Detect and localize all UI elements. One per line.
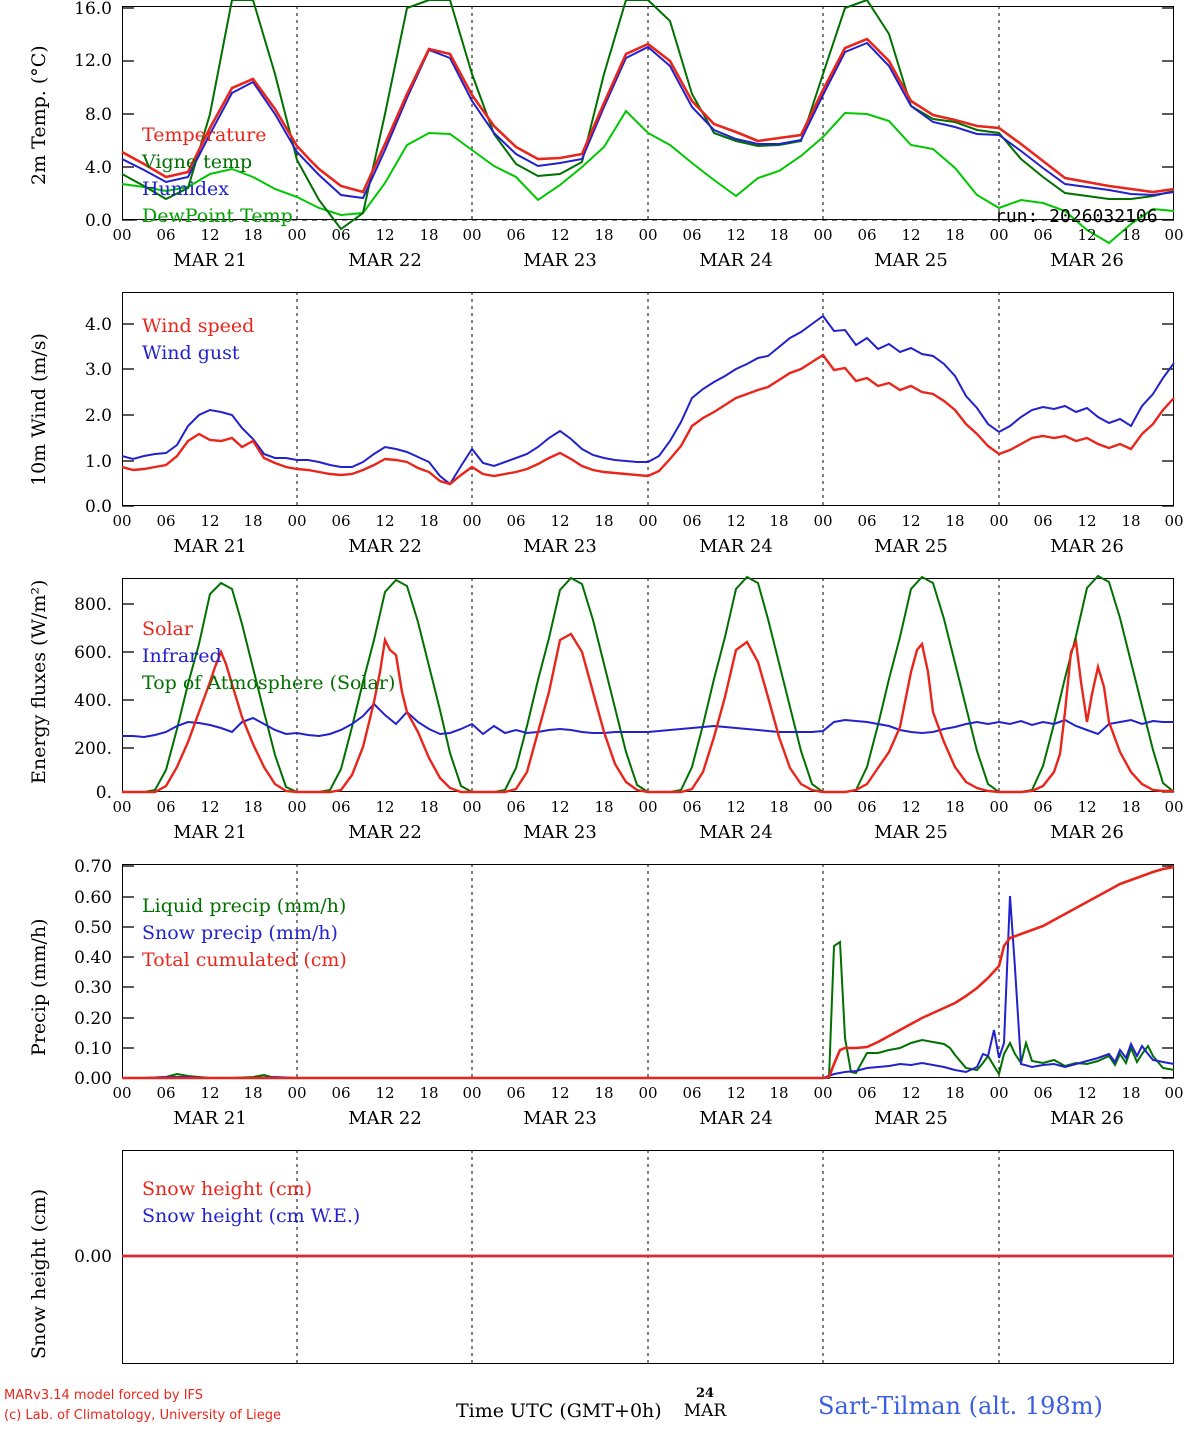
panel-precip-legend xyxy=(142,893,347,974)
svg-text:MAR 23: MAR 23 xyxy=(523,1108,597,1129)
panel-wind-xaxis xyxy=(0,508,1194,568)
svg-text:MAR 21: MAR 21 xyxy=(173,1108,247,1129)
svg-text:0.30: 0.30 xyxy=(74,978,112,998)
svg-text:18: 18 xyxy=(243,512,263,530)
svg-text:2.0: 2.0 xyxy=(84,406,112,426)
svg-text:12: 12 xyxy=(375,798,395,816)
svg-text:12: 12 xyxy=(726,512,746,530)
svg-text:00: 00 xyxy=(112,226,132,244)
svg-text:00: 00 xyxy=(813,798,833,816)
svg-text:0.20: 0.20 xyxy=(74,1009,112,1029)
svg-text:16.0: 16.0 xyxy=(74,0,112,19)
time-axis-label: Time UTC (GMT+0h) xyxy=(456,1400,662,1422)
svg-text:400.: 400. xyxy=(74,691,112,711)
legend-dewpoint-temp: DewPoint Temp xyxy=(142,204,293,227)
svg-text:18: 18 xyxy=(1121,226,1141,244)
day-marker xyxy=(675,1386,735,1421)
svg-text:0.70: 0.70 xyxy=(74,858,112,877)
svg-text:00: 00 xyxy=(287,1084,307,1102)
svg-text:12: 12 xyxy=(550,798,570,816)
svg-text:18: 18 xyxy=(769,798,789,816)
legend-wind-gust: Wind gust xyxy=(142,341,240,364)
svg-text:0.00: 0.00 xyxy=(74,1247,112,1267)
panel-wind-legend xyxy=(142,313,254,367)
svg-text:8.0: 8.0 xyxy=(84,105,112,125)
svg-text:18: 18 xyxy=(769,512,789,530)
svg-text:06: 06 xyxy=(682,798,702,816)
svg-text:12: 12 xyxy=(1077,798,1097,816)
svg-text:12: 12 xyxy=(901,1084,921,1102)
panel-precip-ylabel: Precip (mm/h) xyxy=(28,918,50,1056)
svg-text:MAR 23: MAR 23 xyxy=(523,536,597,557)
svg-text:18: 18 xyxy=(594,512,614,530)
svg-text:18: 18 xyxy=(243,1084,263,1102)
svg-text:18: 18 xyxy=(945,798,965,816)
svg-text:00: 00 xyxy=(462,512,482,530)
svg-text:MAR 25: MAR 25 xyxy=(874,1108,948,1129)
svg-text:0.00: 0.00 xyxy=(74,1069,112,1089)
panel-snow-legend xyxy=(142,1176,360,1230)
svg-text:06: 06 xyxy=(1033,226,1053,244)
legend-liquid-precip: Liquid precip (mm/h) xyxy=(142,895,347,917)
svg-text:06: 06 xyxy=(331,798,351,816)
svg-text:18: 18 xyxy=(594,226,614,244)
svg-text:MAR 23: MAR 23 xyxy=(523,822,597,843)
svg-text:12: 12 xyxy=(550,512,570,530)
svg-text:12: 12 xyxy=(901,512,921,530)
svg-text:06: 06 xyxy=(1033,798,1053,816)
panel-precip-xaxis xyxy=(0,1080,1194,1140)
svg-text:18: 18 xyxy=(945,1084,965,1102)
svg-text:MAR 24: MAR 24 xyxy=(699,1108,773,1129)
svg-text:18: 18 xyxy=(594,1084,614,1102)
svg-text:00: 00 xyxy=(287,226,307,244)
svg-text:18: 18 xyxy=(1121,798,1141,816)
svg-text:12: 12 xyxy=(1077,226,1097,244)
svg-text:00: 00 xyxy=(989,512,1009,530)
svg-text:00: 00 xyxy=(462,798,482,816)
svg-text:00: 00 xyxy=(989,1084,1009,1102)
svg-text:18: 18 xyxy=(243,798,263,816)
svg-text:MAR 26: MAR 26 xyxy=(1050,822,1124,843)
svg-text:MAR 21: MAR 21 xyxy=(173,822,247,843)
svg-text:12: 12 xyxy=(550,1084,570,1102)
svg-text:06: 06 xyxy=(857,1084,877,1102)
svg-text:18: 18 xyxy=(419,798,439,816)
svg-text:12: 12 xyxy=(200,798,220,816)
svg-text:12: 12 xyxy=(375,512,395,530)
svg-text:06: 06 xyxy=(682,226,702,244)
svg-text:12: 12 xyxy=(726,798,746,816)
svg-text:00: 00 xyxy=(462,1084,482,1102)
svg-text:0.0: 0.0 xyxy=(84,211,112,231)
svg-text:MAR 26: MAR 26 xyxy=(1050,536,1124,557)
svg-text:MAR 22: MAR 22 xyxy=(348,822,422,843)
day-marker-number: 24 xyxy=(695,1386,715,1401)
svg-text:MAR 21: MAR 21 xyxy=(173,250,247,271)
svg-text:00: 00 xyxy=(112,1084,132,1102)
svg-text:18: 18 xyxy=(945,226,965,244)
svg-text:MAR 25: MAR 25 xyxy=(874,822,948,843)
svg-text:18: 18 xyxy=(243,226,263,244)
svg-text:06: 06 xyxy=(682,512,702,530)
svg-text:06: 06 xyxy=(857,226,877,244)
svg-text:00: 00 xyxy=(287,798,307,816)
svg-text:4.0: 4.0 xyxy=(84,158,112,178)
svg-text:00: 00 xyxy=(287,512,307,530)
svg-text:06: 06 xyxy=(331,226,351,244)
svg-text:00: 00 xyxy=(462,226,482,244)
svg-text:06: 06 xyxy=(156,798,176,816)
svg-text:06: 06 xyxy=(857,512,877,530)
run-label: run: 2026032106 xyxy=(995,206,1158,227)
legend-snow-height: Snow height (cm) xyxy=(142,1178,313,1200)
footer-credits xyxy=(4,1386,281,1425)
svg-text:00: 00 xyxy=(813,1084,833,1102)
svg-text:MAR 24: MAR 24 xyxy=(699,536,773,557)
legend-vigne-temp: Vigne temp xyxy=(142,150,253,173)
svg-text:12: 12 xyxy=(726,226,746,244)
svg-text:MAR 25: MAR 25 xyxy=(874,536,948,557)
legend-solar: Solar xyxy=(142,618,193,640)
svg-text:00: 00 xyxy=(1164,226,1184,244)
svg-text:18: 18 xyxy=(419,226,439,244)
svg-text:18: 18 xyxy=(1121,1084,1141,1102)
svg-text:18: 18 xyxy=(945,512,965,530)
svg-text:MAR 25: MAR 25 xyxy=(874,250,948,271)
legend-top-of-atmosphere: Top of Atmosphere (Solar) xyxy=(142,671,396,694)
svg-text:0.: 0. xyxy=(95,783,112,803)
svg-text:06: 06 xyxy=(506,798,526,816)
svg-text:12: 12 xyxy=(550,226,570,244)
svg-text:12: 12 xyxy=(375,226,395,244)
svg-text:200.: 200. xyxy=(74,739,112,759)
legend-snow-precip: Snow precip (mm/h) xyxy=(142,921,338,944)
svg-text:00: 00 xyxy=(813,512,833,530)
svg-text:12: 12 xyxy=(1077,1084,1097,1102)
station-name: Sart-Tilman (alt. 198m) xyxy=(818,1392,1103,1420)
svg-text:18: 18 xyxy=(594,798,614,816)
panel-snow-ylabel: Snow height (cm) xyxy=(28,1188,50,1359)
svg-text:MAR 24: MAR 24 xyxy=(699,822,773,843)
svg-text:06: 06 xyxy=(506,226,526,244)
svg-text:18: 18 xyxy=(769,226,789,244)
svg-text:3.0: 3.0 xyxy=(84,360,112,380)
svg-text:18: 18 xyxy=(419,512,439,530)
panel-energy-legend xyxy=(142,616,395,697)
svg-text:12: 12 xyxy=(901,798,921,816)
panel-energy-xaxis xyxy=(0,794,1194,854)
svg-text:MAR 22: MAR 22 xyxy=(348,250,422,271)
legend-infrared: Infrared xyxy=(142,644,222,667)
panel-snow-height xyxy=(0,1144,1194,1379)
panel-energy-fluxes xyxy=(0,572,1194,857)
svg-text:06: 06 xyxy=(156,226,176,244)
legend-snow-height-we: Snow height (cm W.E.) xyxy=(142,1204,361,1227)
svg-text:00: 00 xyxy=(638,512,658,530)
svg-text:00: 00 xyxy=(1164,512,1184,530)
svg-text:12: 12 xyxy=(726,1084,746,1102)
svg-text:00: 00 xyxy=(1164,798,1184,816)
day-marker-month: MAR xyxy=(683,1401,727,1421)
svg-text:06: 06 xyxy=(506,1084,526,1102)
legend-wind-speed: Wind speed xyxy=(142,315,255,337)
svg-text:MAR 22: MAR 22 xyxy=(348,536,422,557)
panel-temperature-legend xyxy=(142,122,293,230)
svg-text:12: 12 xyxy=(1077,512,1097,530)
svg-text:MAR 23: MAR 23 xyxy=(523,250,597,271)
svg-text:18: 18 xyxy=(1121,512,1141,530)
svg-text:00: 00 xyxy=(638,226,658,244)
svg-text:06: 06 xyxy=(331,512,351,530)
svg-text:4.0: 4.0 xyxy=(84,315,112,335)
svg-text:06: 06 xyxy=(506,512,526,530)
panel-energy-ylabel: Energy fluxes (W/m²) xyxy=(28,579,50,784)
svg-text:12: 12 xyxy=(375,1084,395,1102)
panel-wind-ylabel: 10m Wind (m/s) xyxy=(28,333,50,486)
svg-text:600.: 600. xyxy=(74,643,112,663)
svg-text:18: 18 xyxy=(769,1084,789,1102)
svg-text:0.50: 0.50 xyxy=(74,918,112,938)
svg-text:06: 06 xyxy=(1033,1084,1053,1102)
svg-text:06: 06 xyxy=(331,1084,351,1102)
svg-text:00: 00 xyxy=(112,798,132,816)
svg-text:00: 00 xyxy=(638,1084,658,1102)
svg-text:06: 06 xyxy=(156,1084,176,1102)
legend-total-cumulated: Total cumulated (cm) xyxy=(142,948,347,971)
footer-lab-line: (c) Lab. of Climatology, University of Liege xyxy=(4,1407,282,1423)
svg-text:0.60: 0.60 xyxy=(74,888,112,908)
svg-text:0.40: 0.40 xyxy=(74,948,112,968)
panel-temperature-xaxis xyxy=(0,222,1194,282)
svg-text:0.0: 0.0 xyxy=(84,497,112,517)
svg-text:00: 00 xyxy=(989,798,1009,816)
svg-text:06: 06 xyxy=(1033,512,1053,530)
svg-text:06: 06 xyxy=(857,798,877,816)
legend-temperature: Temperature xyxy=(142,124,267,146)
svg-text:MAR 22: MAR 22 xyxy=(348,1108,422,1129)
svg-text:12: 12 xyxy=(200,1084,220,1102)
svg-text:18: 18 xyxy=(419,1084,439,1102)
panel-precip xyxy=(0,858,1194,1143)
svg-text:12.0: 12.0 xyxy=(74,51,112,71)
svg-text:12: 12 xyxy=(200,512,220,530)
svg-text:06: 06 xyxy=(156,512,176,530)
svg-text:00: 00 xyxy=(638,798,658,816)
svg-text:800.: 800. xyxy=(74,595,112,615)
svg-text:MAR 24: MAR 24 xyxy=(699,250,773,271)
svg-text:MAR 21: MAR 21 xyxy=(173,536,247,557)
svg-text:12: 12 xyxy=(901,226,921,244)
footer-model-line: MARv3.14 model forced by IFS xyxy=(4,1388,204,1403)
svg-text:0.10: 0.10 xyxy=(74,1039,112,1059)
panel-temperature-ylabel: 2m Temp. (°C) xyxy=(28,45,50,185)
legend-humidex: Humidex xyxy=(142,177,230,200)
svg-text:06: 06 xyxy=(682,1084,702,1102)
svg-text:00: 00 xyxy=(1164,1084,1184,1102)
svg-text:00: 00 xyxy=(813,226,833,244)
svg-text:1.0: 1.0 xyxy=(84,452,112,472)
svg-text:00: 00 xyxy=(989,226,1009,244)
svg-text:00: 00 xyxy=(112,512,132,530)
svg-text:12: 12 xyxy=(200,226,220,244)
panel-temperature xyxy=(0,0,1194,285)
panel-wind xyxy=(0,286,1194,571)
svg-text:MAR 26: MAR 26 xyxy=(1050,250,1124,271)
svg-text:MAR 26: MAR 26 xyxy=(1050,1108,1124,1129)
